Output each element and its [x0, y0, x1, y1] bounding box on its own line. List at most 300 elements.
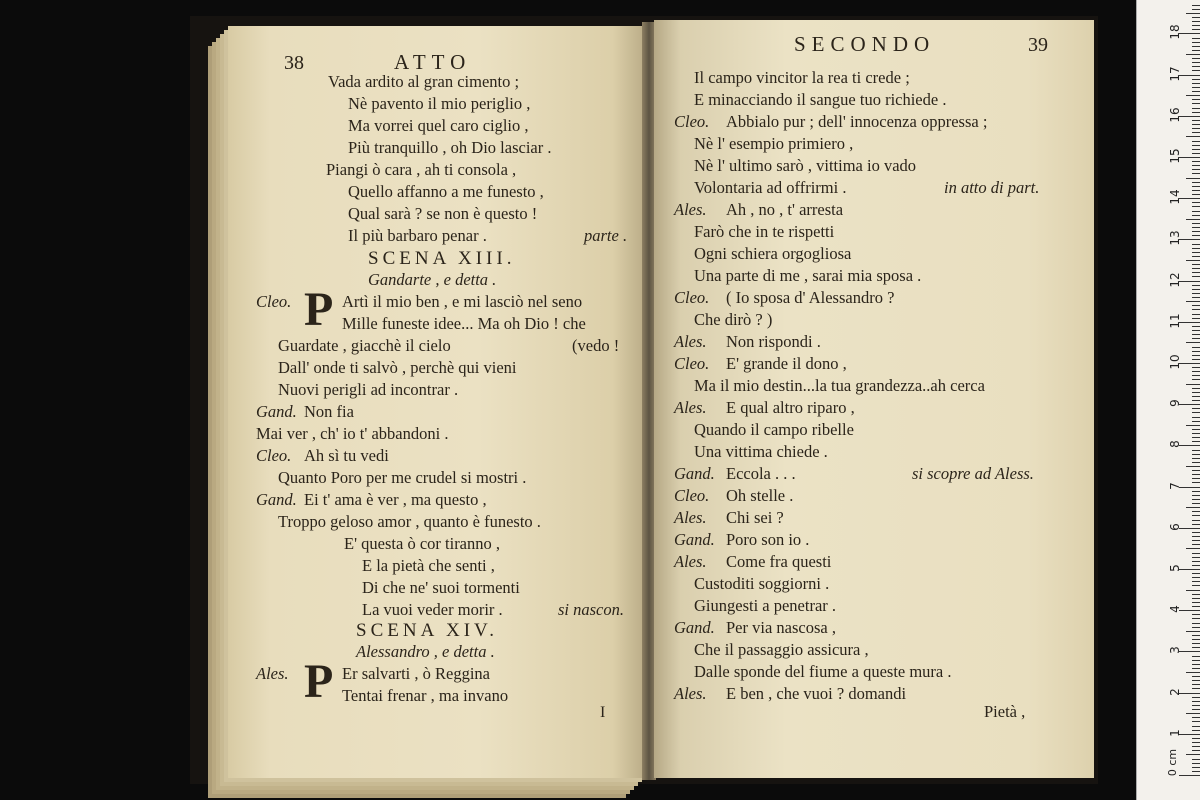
- ruler-number: 11: [1168, 313, 1182, 329]
- verse-line: Una vittima chiede .: [694, 442, 828, 461]
- ruler-number: 12: [1168, 271, 1182, 288]
- ruler-tick: [1192, 9, 1200, 10]
- ruler-tick: [1192, 58, 1200, 59]
- ruler-tick: [1192, 153, 1200, 154]
- verse-line: Che dirò ? ): [694, 310, 773, 329]
- ruler-tick: [1192, 553, 1200, 554]
- ruler-tick: [1192, 190, 1200, 191]
- ruler-tick: [1192, 359, 1200, 360]
- ruler-tick: [1192, 598, 1200, 599]
- ruler-tick: [1192, 412, 1200, 413]
- verse-line: Che il passaggio assicura ,: [694, 640, 869, 659]
- speaker-label: Gand.: [674, 530, 715, 549]
- ruler-tick: [1192, 194, 1200, 195]
- ruler-tick: [1192, 470, 1200, 471]
- ruler-tick: [1192, 540, 1200, 541]
- ruler-tick: [1192, 623, 1200, 624]
- catchword: Pietà ,: [984, 702, 1026, 721]
- ruler-tick: [1192, 276, 1200, 277]
- verse-line: E' questa ò cor tiranno ,: [344, 534, 501, 553]
- verse-line: E' grande il dono ,: [726, 354, 847, 373]
- measurement-ruler: [1136, 0, 1200, 800]
- ruler-tick: [1192, 211, 1200, 212]
- ruler-tick: [1192, 771, 1200, 772]
- ruler-tick: [1192, 38, 1200, 39]
- verse-line: E la pietà che senti ,: [362, 556, 495, 575]
- ruler-tick: [1186, 466, 1200, 467]
- ruler-tick: [1186, 13, 1200, 14]
- ruler-tick: [1192, 161, 1200, 162]
- ruler-tick: [1192, 429, 1200, 430]
- left-page: [228, 26, 646, 778]
- ruler-number: 14: [1168, 189, 1182, 205]
- verse-line: Qual sarà ? se non è questo !: [348, 204, 538, 223]
- ruler-tick: [1192, 635, 1200, 636]
- ruler-tick: [1186, 672, 1200, 673]
- ruler-tick: [1192, 334, 1200, 335]
- ruler-tick: [1192, 602, 1200, 603]
- ruler-tick: [1192, 627, 1200, 628]
- ruler-tick: [1192, 231, 1200, 232]
- verse-line: Nè l' ultimo sarò , vittima io vado: [694, 156, 917, 175]
- ruler-tick: [1192, 264, 1200, 265]
- stage-direction: parte .: [584, 226, 628, 245]
- ruler-tick: [1192, 21, 1200, 22]
- ruler-tick: [1192, 544, 1200, 545]
- speaker-label: Gand.: [674, 464, 715, 483]
- open-book: [190, 16, 1098, 784]
- ruler-tick: [1192, 396, 1200, 397]
- verse-line: Più tranquillo , oh Dio lasciar .: [348, 138, 552, 157]
- ruler-tick: [1192, 750, 1200, 751]
- ruler-tick: [1192, 29, 1200, 30]
- ruler-tick: [1192, 62, 1200, 63]
- scene-characters: Alessandro , e detta .: [356, 642, 495, 661]
- ruler-tick: [1192, 355, 1200, 356]
- ruler-tick: [1192, 594, 1200, 595]
- ruler-tick: [1192, 46, 1200, 47]
- ruler-number: 7: [1168, 481, 1182, 490]
- speaker-label: Ales.: [674, 200, 707, 219]
- verse-line: Ah , no , t' arresta: [726, 200, 844, 219]
- ruler-tick: [1186, 631, 1200, 632]
- verse-line: E minacciando il sangue tuo richiede .: [694, 90, 947, 109]
- ruler-tick: [1192, 244, 1200, 245]
- ruler-tick: [1192, 169, 1200, 170]
- ruler-tick: [1192, 746, 1200, 747]
- ruler-tick: [1179, 445, 1200, 446]
- verse-line: Quello affanno a me funesto ,: [348, 182, 544, 201]
- ruler-tick: [1192, 99, 1200, 100]
- ruler-tick: [1192, 684, 1200, 685]
- ruler-tick: [1192, 763, 1200, 764]
- speaker-label: Ales.: [674, 552, 707, 571]
- verse-line: Vada ardito al gran cimento ;: [328, 72, 520, 91]
- ruler-tick: [1192, 474, 1200, 475]
- ruler-tick: [1192, 351, 1200, 352]
- verse-line: Per via nascosa ,: [726, 618, 836, 637]
- ruler-tick: [1186, 713, 1200, 714]
- ruler-tick: [1179, 157, 1200, 158]
- verse-line: Guardate , giacchè il cielo: [278, 336, 451, 355]
- speaker-label: Ales.: [674, 684, 707, 703]
- ruler-tick: [1192, 577, 1200, 578]
- ruler-tick: [1192, 676, 1200, 677]
- ruler-tick: [1192, 606, 1200, 607]
- speaker-label: Cleo.: [674, 112, 710, 131]
- speaker-label: Ales.: [674, 332, 707, 351]
- ruler-tick: [1192, 643, 1200, 644]
- ruler-tick: [1192, 103, 1200, 104]
- ruler-tick: [1192, 499, 1200, 500]
- ruler-tick: [1192, 668, 1200, 669]
- ruler-tick: [1192, 433, 1200, 434]
- ruler-tick: [1192, 581, 1200, 582]
- ruler-tick: [1186, 301, 1200, 302]
- ruler-tick: [1192, 272, 1200, 273]
- ruler-tick: [1179, 198, 1200, 199]
- ruler-tick: [1192, 91, 1200, 92]
- stage-direction: si scopre ad Aless.: [912, 464, 1034, 483]
- ruler-tick: [1186, 219, 1200, 220]
- verse-line: Ma vorrei quel caro ciglio ,: [348, 116, 529, 135]
- ruler-tick: [1186, 754, 1200, 755]
- ruler-tick: [1192, 656, 1200, 657]
- ruler-tick: [1179, 569, 1200, 570]
- ruler-tick: [1192, 561, 1200, 562]
- speaker-label: Cleo.: [674, 288, 710, 307]
- ruler-tick: [1186, 342, 1200, 343]
- verse-line: Non fia: [304, 402, 354, 421]
- ruler-tick: [1192, 285, 1200, 286]
- ruler-number: 10: [1168, 354, 1182, 370]
- speaker-label: Gand.: [674, 618, 715, 637]
- verse-line: Nuovi perigli ad incontrar .: [278, 380, 459, 399]
- ruler-tick: [1192, 458, 1200, 459]
- ruler-tick: [1192, 182, 1200, 183]
- ruler-tick: [1192, 248, 1200, 249]
- ruler-tick: [1192, 128, 1200, 129]
- ruler-tick: [1192, 202, 1200, 203]
- ruler-tick: [1192, 132, 1200, 133]
- ruler-tick: [1192, 557, 1200, 558]
- ruler-tick: [1192, 515, 1200, 516]
- speaker-label: Cleo.: [256, 446, 292, 465]
- ruler-tick: [1192, 450, 1200, 451]
- verse-line: Piangi ò cara , ah ti consola ,: [326, 160, 517, 179]
- ruler-tick: [1192, 664, 1200, 665]
- verse-line: Abbialo pur ; dell' innocenza oppressa ;: [726, 112, 988, 131]
- ruler-tick: [1192, 614, 1200, 615]
- verse-line: Quando il campo ribelle: [694, 420, 854, 439]
- ruler-tick: [1192, 235, 1200, 236]
- ruler-tick: [1192, 437, 1200, 438]
- ruler-tick: [1192, 524, 1200, 525]
- ruler-tick: [1179, 487, 1200, 488]
- verse-line: Custoditi soggiorni .: [694, 574, 830, 593]
- ruler-tick: [1179, 116, 1200, 117]
- ruler-tick: [1192, 495, 1200, 496]
- ruler-tick: [1192, 108, 1200, 109]
- verse-line: Troppo geloso amor , quanto è funesto .: [278, 512, 541, 531]
- page-number-left: 38: [284, 52, 304, 74]
- ruler-tick: [1192, 585, 1200, 586]
- verse-line: Non rispondi .: [726, 332, 821, 351]
- ruler-tick: [1192, 252, 1200, 253]
- ruler-tick: [1186, 260, 1200, 261]
- verse-line: (vedo !: [572, 336, 620, 355]
- ruler-tick: [1192, 454, 1200, 455]
- speaker-label: Ales.: [674, 508, 707, 527]
- ruler-tick: [1192, 697, 1200, 698]
- ruler-tick: [1192, 186, 1200, 187]
- ruler-tick: [1192, 417, 1200, 418]
- ruler-tick: [1192, 173, 1200, 174]
- ruler-number: 6: [1168, 522, 1182, 531]
- speaker-label: Cleo.: [256, 292, 292, 311]
- verse-line: Nè pavento il mio periglio ,: [348, 94, 531, 113]
- ruler-tick: [1179, 404, 1200, 405]
- verse-line: Volontaria ad offrirmi .: [694, 178, 847, 197]
- verse-line: Artì il mio ben , e mi lasciò nel seno: [342, 292, 583, 311]
- verse-line: Er salvarti , ò Reggina: [342, 664, 491, 683]
- ruler-tick: [1192, 215, 1200, 216]
- ruler-tick: [1179, 322, 1200, 323]
- ruler-tick: [1192, 573, 1200, 574]
- verse-line: Farò che in te rispetti: [694, 222, 835, 241]
- ruler-tick: [1186, 507, 1200, 508]
- ruler-tick: [1192, 206, 1200, 207]
- ruler-tick: [1192, 520, 1200, 521]
- ruler-tick: [1192, 730, 1200, 731]
- ruler-tick: [1192, 145, 1200, 146]
- ruler-tick: [1192, 388, 1200, 389]
- ruler-tick: [1192, 165, 1200, 166]
- ruler-number: 16: [1168, 107, 1182, 123]
- ruler-tick: [1192, 42, 1200, 43]
- ruler-tick: [1186, 136, 1200, 137]
- ruler-number: 3: [1168, 646, 1182, 655]
- ruler-tick: [1192, 618, 1200, 619]
- ruler-tick: [1192, 482, 1200, 483]
- ruler-tick: [1192, 256, 1200, 257]
- ruler-tick: [1186, 384, 1200, 385]
- ruler-tick: [1192, 338, 1200, 339]
- ruler-tick: [1192, 70, 1200, 71]
- ruler-tick: [1192, 721, 1200, 722]
- ruler-tick: [1179, 239, 1200, 240]
- verse-line: Il più barbaro penar .: [348, 226, 487, 245]
- ruler-tick: [1192, 25, 1200, 26]
- speaker-label: Ales.: [674, 398, 707, 417]
- running-header-left: ATTO: [394, 50, 472, 74]
- ruler-tick: [1192, 297, 1200, 298]
- ruler-tick: [1179, 75, 1200, 76]
- ruler-tick: [1192, 660, 1200, 661]
- ruler-tick: [1192, 149, 1200, 150]
- ruler-tick: [1192, 688, 1200, 689]
- ruler-tick: [1192, 503, 1200, 504]
- verse-line: ( Io sposa d' Alessandro ?: [726, 288, 895, 307]
- ruler-tick: [1192, 717, 1200, 718]
- ruler-unit-label: 0 cm: [1166, 748, 1180, 777]
- ruler-number: 8: [1168, 440, 1182, 449]
- verse-line: Ogni schiera orgogliosa: [694, 244, 852, 263]
- ruler-tick: [1179, 734, 1200, 735]
- ruler-tick: [1179, 775, 1200, 776]
- ruler-tick: [1179, 528, 1200, 529]
- ruler-tick: [1192, 17, 1200, 18]
- running-header-right: SECONDO: [794, 32, 936, 56]
- ruler-tick: [1192, 5, 1200, 6]
- ruler-number: 17: [1168, 65, 1182, 82]
- speaker-label: Ales.: [256, 664, 289, 683]
- ruler-tick: [1192, 726, 1200, 727]
- ruler-tick: [1192, 491, 1200, 492]
- ruler-tick: [1179, 651, 1200, 652]
- speaker-label: Gand.: [256, 402, 297, 421]
- ruler-number: [1168, 0, 1182, 1]
- verse-line: Come fra questi: [726, 552, 832, 571]
- verse-line: E ben , che vuoi ? domandi: [726, 684, 907, 703]
- verse-line: Mai ver , ch' io t' abbandoni .: [256, 424, 449, 443]
- ruler-tick: [1192, 379, 1200, 380]
- verse-line: Nè l' esempio primiero ,: [694, 134, 854, 153]
- ruler-tick: [1192, 709, 1200, 710]
- speaker-label: Cleo.: [674, 354, 710, 373]
- ruler-tick: [1192, 141, 1200, 142]
- ruler-tick: [1192, 511, 1200, 512]
- ruler-tick: [1192, 759, 1200, 760]
- verse-line: Mille funeste idee... Ma oh Dio ! che: [342, 314, 586, 333]
- ruler-tick: [1192, 66, 1200, 67]
- verse-line: Oh stelle .: [726, 486, 794, 505]
- ruler-number: 9: [1168, 399, 1182, 408]
- verse-line: Ei t' ama è ver , ma questo ,: [304, 490, 487, 509]
- ruler-number: 5: [1168, 564, 1182, 572]
- speaker-label: Gand.: [256, 490, 297, 509]
- ruler-tick: [1192, 478, 1200, 479]
- ruler-tick: [1186, 54, 1200, 55]
- ruler-tick: [1192, 227, 1200, 228]
- verse-line: Tentai frenar , ma invano: [342, 686, 509, 705]
- verse-line: La vuoi veder morir .: [362, 600, 503, 619]
- ruler-tick: [1179, 610, 1200, 611]
- ruler-tick: [1192, 639, 1200, 640]
- verse-line: Quanto Poro per me crudel si mostri .: [278, 468, 527, 487]
- ruler-tick: [1192, 330, 1200, 331]
- verse-line: Poro son io .: [726, 530, 810, 549]
- ruler-number: 13: [1168, 230, 1182, 247]
- ruler-tick: [1192, 326, 1200, 327]
- ruler-tick: [1192, 223, 1200, 224]
- verse-line: Eccola . . .: [726, 464, 796, 483]
- scene-characters: Gandarte , e detta .: [368, 270, 497, 289]
- verse-line: Ma il mio destin...la tua grandezza..ah cerca: [694, 376, 985, 395]
- verse-line: Ah sì tu vedi: [304, 446, 389, 465]
- ruler-tick: [1192, 112, 1200, 113]
- ruler-tick: [1192, 309, 1200, 310]
- ruler-tick: [1192, 392, 1200, 393]
- ruler-tick: [1192, 462, 1200, 463]
- speaker-label: Cleo.: [674, 486, 710, 505]
- verse-line: Chi sei ?: [726, 508, 784, 527]
- verse-line: Una parte di me , sarai mia sposa .: [694, 266, 922, 285]
- signature-mark: I: [600, 704, 606, 721]
- ruler-number: 15: [1168, 148, 1182, 164]
- drop-cap: P: [304, 283, 334, 336]
- verse-line: E qual altro riparo ,: [726, 398, 855, 417]
- page-number-right: 39: [1028, 34, 1048, 56]
- ruler-tick: [1186, 425, 1200, 426]
- ruler-tick: [1192, 375, 1200, 376]
- ruler-tick: [1192, 120, 1200, 121]
- scene-title: SCENA XIII.: [368, 248, 516, 269]
- ruler-tick: [1179, 281, 1200, 282]
- ruler-tick: [1179, 33, 1200, 34]
- ruler-tick: [1179, 693, 1200, 694]
- ruler-tick: [1186, 548, 1200, 549]
- ruler-number: 4: [1168, 605, 1182, 614]
- ruler-tick: [1192, 371, 1200, 372]
- ruler-tick: [1192, 293, 1200, 294]
- verse-line: Di che ne' suoi tormenti: [362, 578, 520, 597]
- ruler-tick: [1192, 701, 1200, 702]
- ruler-tick: [1192, 305, 1200, 306]
- ruler-tick: [1192, 367, 1200, 368]
- right-page: [654, 20, 1094, 778]
- ruler-tick: [1192, 421, 1200, 422]
- stage-direction: si nascon.: [558, 600, 624, 619]
- verse-line: Il campo vincitor la rea ti crede ;: [694, 68, 910, 87]
- ruler-tick: [1192, 79, 1200, 80]
- ruler-tick: [1186, 178, 1200, 179]
- ruler-tick: [1192, 314, 1200, 315]
- ruler-tick: [1192, 767, 1200, 768]
- ruler-tick: [1192, 738, 1200, 739]
- ruler-tick: [1192, 83, 1200, 84]
- ruler-tick: [1192, 705, 1200, 706]
- ruler-tick: [1192, 742, 1200, 743]
- ruler-tick: [1186, 590, 1200, 591]
- ruler-tick: [1192, 124, 1200, 125]
- stage-direction: in atto di part.: [944, 178, 1040, 197]
- ruler-tick: [1192, 532, 1200, 533]
- ruler-tick: [1192, 50, 1200, 51]
- ruler-tick: [1192, 400, 1200, 401]
- ruler-tick: [1192, 680, 1200, 681]
- scene-title: SCENA XIV.: [356, 620, 499, 641]
- drop-cap: P: [304, 655, 334, 708]
- ruler-tick: [1192, 347, 1200, 348]
- ruler-tick: [1192, 536, 1200, 537]
- ruler-number: 2: [1168, 687, 1182, 696]
- ruler-tick: [1192, 268, 1200, 269]
- ruler-tick: [1179, 363, 1200, 364]
- ruler-tick: [1192, 87, 1200, 88]
- ruler-tick: [1192, 565, 1200, 566]
- ruler-tick: [1192, 318, 1200, 319]
- ruler-tick: [1192, 441, 1200, 442]
- ruler-tick: [1192, 408, 1200, 409]
- ruler-number: 1: [1168, 728, 1182, 737]
- ruler-tick: [1192, 289, 1200, 290]
- ruler-tick: [1192, 647, 1200, 648]
- ruler-number: 18: [1168, 24, 1182, 41]
- verse-line: Dall' onde ti salvò , perchè qui vieni: [278, 358, 517, 377]
- verse-line: Dalle sponde del fiume a queste mura .: [694, 662, 952, 681]
- verse-line: Giungesti a penetrar .: [694, 596, 837, 615]
